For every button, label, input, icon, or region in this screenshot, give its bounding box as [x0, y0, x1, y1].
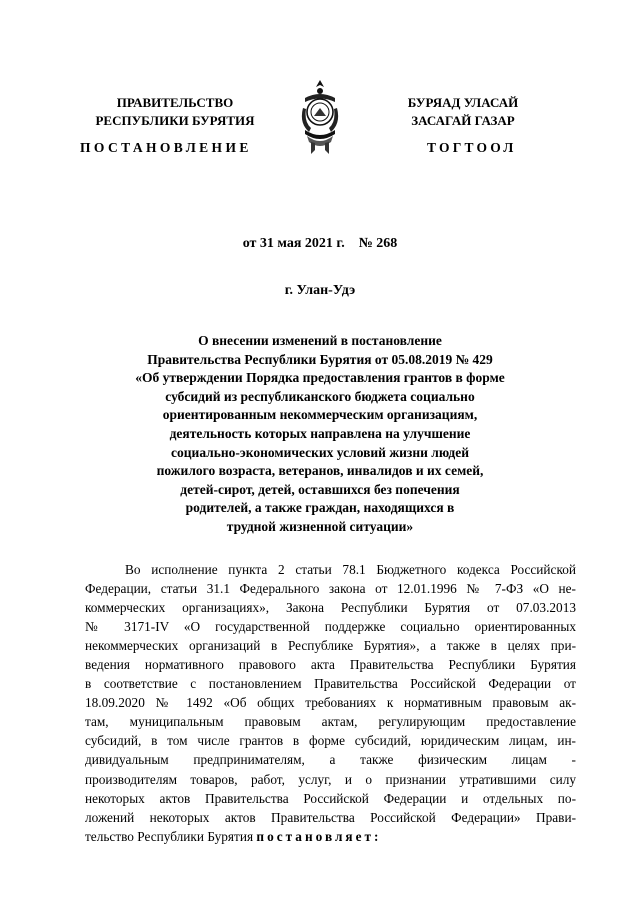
- decree-type-russian: ПОСТАНОВЛЕНИЕ: [80, 140, 252, 155]
- body-line: Федерации, статьи 31.1 Федерального закона от 12.01.1996 № 7-ФЗ «О не-: [85, 581, 576, 597]
- title-line: деятельность которых направлена на улучшение: [169, 425, 471, 441]
- body-line: коммерческих организациях», Закона Республики Бурятия от 07.03.2013: [85, 600, 576, 616]
- body-line: там, муниципальным правовым актам, регулирующим предоставление: [85, 714, 576, 730]
- government-name-russian: [80, 94, 270, 130]
- decree-date-line: [0, 236, 640, 252]
- government-name-line: ЗАСАГАЙ ГАЗАР: [411, 113, 515, 128]
- body-line: ведения нормативного правового акта Правительства Республики Бурятия: [85, 657, 576, 673]
- body-line: 18.09.2020 № 1492 «Об общих требованиях к нормативным правовым ак-: [85, 695, 576, 711]
- body-line-text: тельство Республики Бурятия: [85, 828, 257, 844]
- decree-city: г. Улан-Удэ: [284, 283, 356, 298]
- body-line: производителям товаров, работ, услуг, и о признании утратившими силу: [85, 771, 576, 787]
- body-line: ложений некоторых актов Правительства Российской Федерации» Прави-: [85, 809, 576, 825]
- body-line: в соответствие с постановлением Правительства Российской Федерации от: [85, 676, 576, 692]
- government-name-line: БУРЯАД УЛАСАЙ: [407, 95, 519, 110]
- title-line: О внесении изменений в постановление: [198, 333, 442, 348]
- title-line: «Об утверждении Порядка предоставления грантов в форме: [135, 370, 505, 386]
- body-line: Во исполнение пункта 2 статьи 78.1 Бюджетного кодекса Российской: [125, 562, 576, 577]
- body-line: дивидуальным предпринимателям, а также физическим лицам -: [85, 752, 576, 768]
- decree-number: № 268: [358, 236, 398, 251]
- title-line: социально-экономических условий жизни людей: [171, 444, 469, 460]
- title-line: родителей, а также граждан, находящихся в: [185, 500, 455, 516]
- decree-preamble: [85, 560, 576, 846]
- title-line: трудной жизненной ситуации»: [226, 518, 414, 534]
- government-name-buryat: [368, 94, 558, 130]
- buryatia-coat-of-arms-icon: [297, 78, 343, 158]
- title-line: Правительства Республики Бурятия от 05.08.2019 № 429: [147, 351, 493, 367]
- body-line: некоммерческих организаций в Республике Бурятия», а также в целях при-: [85, 638, 576, 654]
- decree-type-buryat: ТОГТООЛ: [427, 140, 517, 155]
- title-line: детей-сирот, детей, оставшихся без попечения: [180, 481, 460, 497]
- decree-title: [60, 332, 580, 537]
- body-line: некоторых актов Правительства Российской Федерации и отдельных по-: [85, 790, 576, 806]
- body-line: субсидий, в том числе грантов в форме субсидий, юридическим лицам, ин-: [85, 733, 576, 749]
- body-line: [85, 827, 576, 846]
- resolves-keyword: постановляет:: [256, 828, 382, 844]
- body-line: № 3171-IV «О государственной поддержке социально ориентированных: [85, 619, 576, 635]
- title-line: пожилого возраста, ветеранов, инвалидов и их семей,: [156, 463, 484, 479]
- title-line: субсидий из республиканского бюджета социально: [165, 388, 475, 404]
- title-line: ориентированным некоммерческим организациям,: [162, 407, 478, 423]
- government-name-line: РЕСПУБЛИКИ БУРЯТИЯ: [95, 113, 255, 128]
- decree-date: от 31 мая 2021 г.: [242, 236, 345, 251]
- government-name-line: ПРАВИТЕЛЬСТВО: [116, 95, 234, 110]
